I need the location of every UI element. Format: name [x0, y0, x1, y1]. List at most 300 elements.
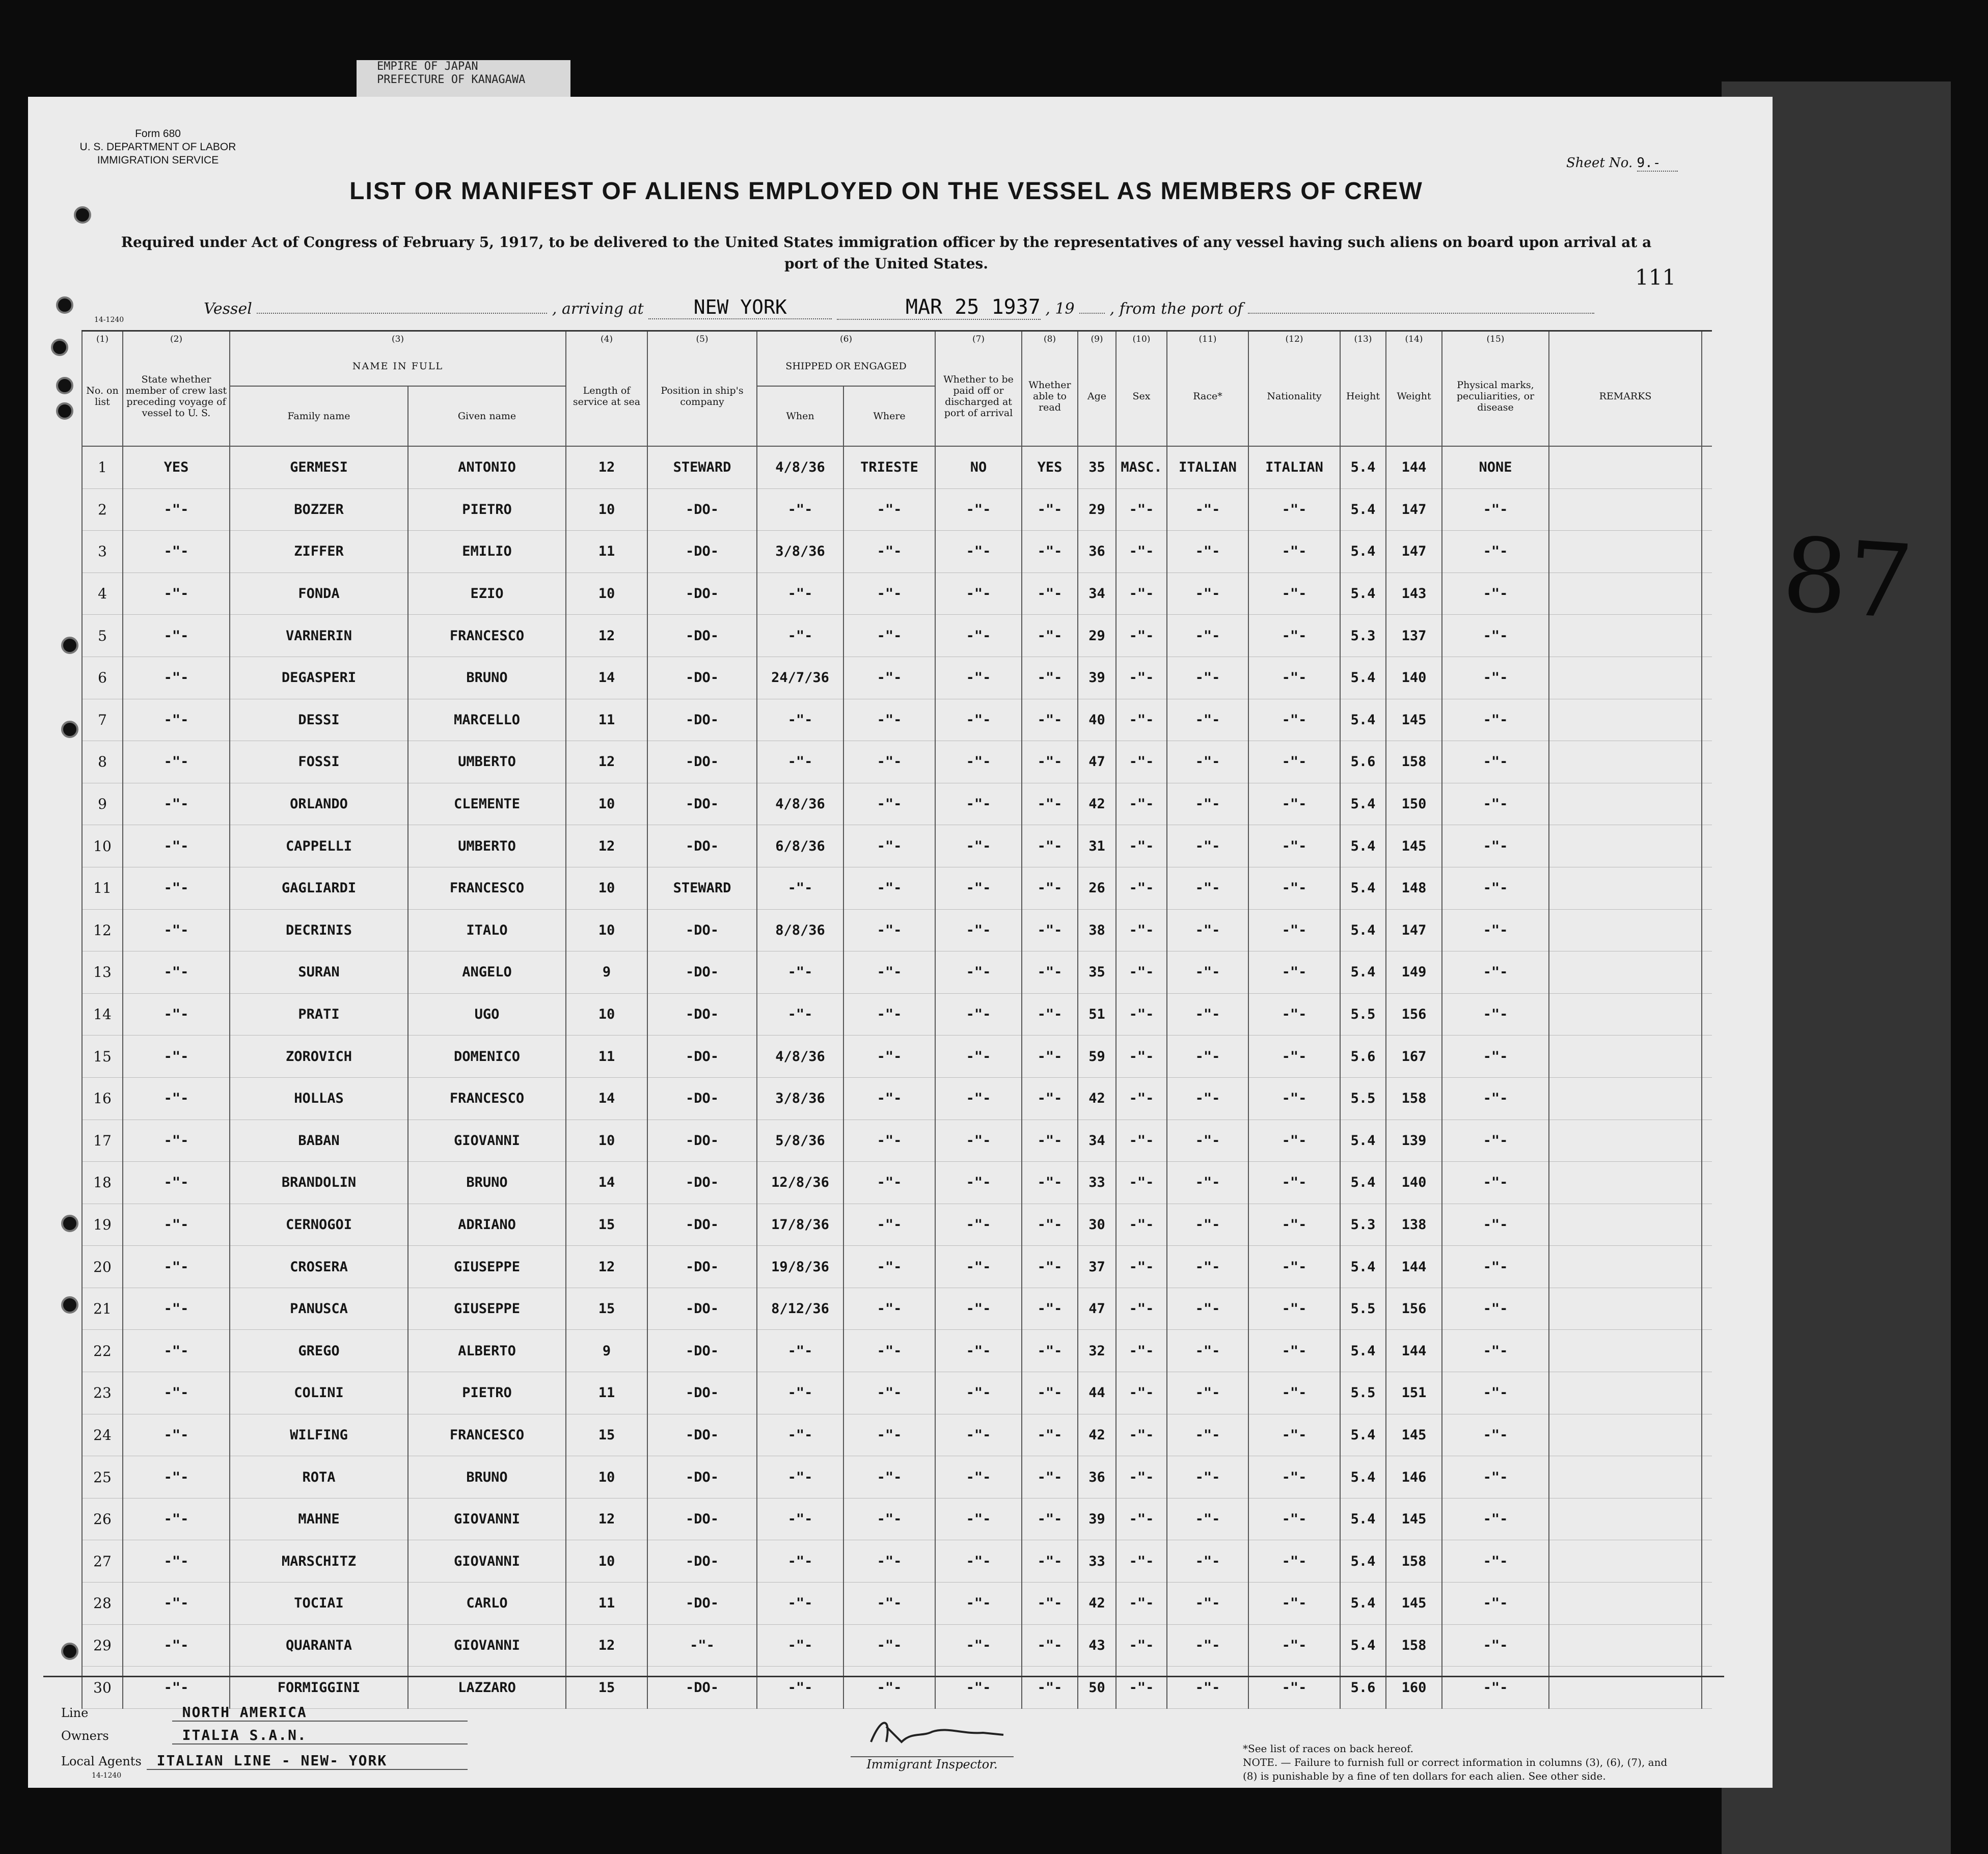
paid-off-cell: -"- — [935, 1330, 1022, 1372]
table-row — [82, 531, 1712, 573]
remarks-cell — [1549, 1077, 1702, 1120]
given-name-cell: ANGELO — [408, 951, 566, 994]
given-name-cell: ITALO — [408, 909, 566, 951]
sex-cell: -"- — [1116, 1667, 1167, 1709]
race-cell: -"- — [1167, 1372, 1248, 1414]
remarks-cell — [1549, 1583, 1702, 1625]
nationality-cell: -"- — [1248, 572, 1340, 615]
col-num: (11) — [1167, 331, 1248, 347]
height-cell: 5.5 — [1340, 1372, 1386, 1414]
height-cell: 5.4 — [1340, 1624, 1386, 1667]
nationality-cell: -"- — [1248, 951, 1340, 994]
header-where: Where — [843, 386, 935, 446]
shipped-when-cell: -"- — [757, 741, 843, 783]
height-cell: 5.4 — [1340, 1540, 1386, 1583]
spacer-cell — [1702, 531, 1712, 573]
race-cell: -"- — [1167, 699, 1248, 741]
race-cell: -"- — [1167, 1288, 1248, 1330]
position-cell: -DO- — [647, 657, 757, 699]
position-cell: -DO- — [647, 1162, 757, 1204]
prev-voyage-cell: -"- — [123, 572, 230, 615]
given-name-cell: CARLO — [408, 1583, 566, 1625]
sex-cell: -"- — [1116, 741, 1167, 783]
shipped-where-cell: -"- — [843, 615, 935, 657]
able-to-read-cell: -"- — [1022, 1583, 1078, 1625]
position-cell: -DO- — [647, 488, 757, 531]
shipped-where-cell: TRIESTE — [843, 446, 935, 488]
age-cell: 33 — [1078, 1162, 1116, 1204]
physical-marks-cell: -"- — [1442, 1414, 1549, 1456]
prev-voyage-cell: -"- — [123, 1498, 230, 1540]
physical-marks-cell: -"- — [1442, 1456, 1549, 1498]
spacer-cell — [1702, 1540, 1712, 1583]
arrival-date: MAR 25 1937 — [837, 295, 1041, 320]
prev-voyage-cell: -"- — [123, 1540, 230, 1583]
footer-note — [1243, 1742, 1671, 1783]
spacer-cell — [1702, 615, 1712, 657]
age-cell: 40 — [1078, 699, 1116, 741]
remarks-cell — [1549, 1288, 1702, 1330]
length-of-service-cell: 15 — [566, 1414, 647, 1456]
able-to-read-cell: YES — [1022, 446, 1078, 488]
shipped-when-cell: -"- — [757, 1372, 843, 1414]
race-cell: -"- — [1167, 1330, 1248, 1372]
owners-field — [61, 1727, 468, 1744]
length-of-service-cell: 12 — [566, 741, 647, 783]
nationality-cell: -"- — [1248, 488, 1340, 531]
punch-hole — [51, 339, 68, 356]
race-cell: -"- — [1167, 488, 1248, 531]
shipped-when-cell: 19/8/36 — [757, 1246, 843, 1288]
able-to-read-cell: -"- — [1022, 699, 1078, 741]
remarks-cell — [1549, 699, 1702, 741]
weight-cell: 150 — [1386, 783, 1442, 825]
nationality-cell: -"- — [1248, 699, 1340, 741]
height-cell: 5.4 — [1340, 909, 1386, 951]
shipped-when-cell: -"- — [757, 1456, 843, 1498]
paid-off-cell: -"- — [935, 1288, 1022, 1330]
able-to-read-cell: -"- — [1022, 867, 1078, 909]
position-cell: STEWARD — [647, 446, 757, 488]
punch-hole — [56, 377, 73, 394]
arriving-label: , arriving at — [552, 300, 644, 318]
given-name-cell: GIOVANNI — [408, 1120, 566, 1162]
sex-cell: -"- — [1116, 1583, 1167, 1625]
paid-off-cell: -"- — [935, 1624, 1022, 1667]
table-row — [82, 699, 1712, 741]
able-to-read-cell: -"- — [1022, 1288, 1078, 1330]
family-name-cell: COLINI — [230, 1372, 408, 1414]
length-of-service-cell: 12 — [566, 825, 647, 867]
row-number-cell: 29 — [82, 1624, 123, 1667]
table-row — [82, 1372, 1712, 1414]
given-name-cell: PIETRO — [408, 1372, 566, 1414]
given-name-cell: GIOVANNI — [408, 1624, 566, 1667]
position-cell: -DO- — [647, 1540, 757, 1583]
form-number: Form 680 — [135, 128, 181, 140]
spacer-cell — [1702, 446, 1712, 488]
row-number-cell: 21 — [82, 1288, 123, 1330]
able-to-read-cell: -"- — [1022, 993, 1078, 1035]
sex-cell: -"- — [1116, 488, 1167, 531]
punch-hole — [61, 637, 78, 654]
paid-off-cell: -"- — [935, 867, 1022, 909]
shipped-where-cell: -"- — [843, 951, 935, 994]
able-to-read-cell: -"- — [1022, 1246, 1078, 1288]
shipped-when-cell: 4/8/36 — [757, 1035, 843, 1078]
family-name-cell: ZIFFER — [230, 531, 408, 573]
able-to-read-cell: -"- — [1022, 657, 1078, 699]
nationality-cell: -"- — [1248, 993, 1340, 1035]
row-number-cell: 24 — [82, 1414, 123, 1456]
paid-off-cell: -"- — [935, 657, 1022, 699]
col-num: (15) — [1442, 331, 1549, 347]
position-cell: -DO- — [647, 1330, 757, 1372]
paid-off-cell: -"- — [935, 1498, 1022, 1540]
paid-off-cell: -"- — [935, 1583, 1022, 1625]
shipped-when-cell: -"- — [757, 488, 843, 531]
remarks-cell — [1549, 951, 1702, 994]
able-to-read-cell: -"- — [1022, 825, 1078, 867]
able-to-read-cell: -"- — [1022, 1372, 1078, 1414]
shipped-when-cell: -"- — [757, 1667, 843, 1709]
header-race: Race* — [1167, 347, 1248, 446]
spacer-cell — [1702, 1583, 1712, 1625]
age-cell: 51 — [1078, 993, 1116, 1035]
age-cell: 34 — [1078, 1120, 1116, 1162]
table-row — [82, 1583, 1712, 1625]
sex-cell: -"- — [1116, 909, 1167, 951]
header-shipped-engaged: SHIPPED OR ENGAGED — [757, 347, 935, 386]
position-cell: -DO- — [647, 572, 757, 615]
sex-cell: -"- — [1116, 783, 1167, 825]
stamp-line-2: PREFECTURE OF KANAGAWA — [377, 73, 526, 86]
header-age: Age — [1078, 347, 1116, 446]
shipped-where-cell: -"- — [843, 1035, 935, 1078]
able-to-read-cell: -"- — [1022, 951, 1078, 994]
header-state-whether: State whether member of crew last preceding voyage of vessel to U. S. — [123, 347, 230, 446]
shipped-where-cell: -"- — [843, 1162, 935, 1204]
shipped-when-cell: -"- — [757, 615, 843, 657]
given-name-cell: DOMENICO — [408, 1035, 566, 1078]
length-of-service-cell: 10 — [566, 1540, 647, 1583]
length-of-service-cell: 15 — [566, 1667, 647, 1709]
height-cell: 5.4 — [1340, 1246, 1386, 1288]
shipped-where-cell: -"- — [843, 1498, 935, 1540]
table-row — [82, 1246, 1712, 1288]
punch-hole — [74, 206, 91, 224]
nationality-cell: -"- — [1248, 1540, 1340, 1583]
header-able-to-read: Whether able to read — [1022, 347, 1078, 446]
remarks-cell — [1549, 1624, 1702, 1667]
paid-off-cell: -"- — [935, 1120, 1022, 1162]
able-to-read-cell: -"- — [1022, 1204, 1078, 1246]
physical-marks-cell: -"- — [1442, 1077, 1549, 1120]
able-to-read-cell: -"- — [1022, 572, 1078, 615]
remarks-cell — [1549, 867, 1702, 909]
paid-off-cell: -"- — [935, 1414, 1022, 1456]
table-row — [82, 1162, 1712, 1204]
row-number-cell: 10 — [82, 825, 123, 867]
table-row — [82, 741, 1712, 783]
spacer-cell — [1702, 488, 1712, 531]
shipped-where-cell: -"- — [843, 1246, 935, 1288]
punch-hole — [56, 296, 73, 314]
paid-off-cell: -"- — [935, 993, 1022, 1035]
sex-cell: -"- — [1116, 615, 1167, 657]
able-to-read-cell: -"- — [1022, 1035, 1078, 1078]
given-name-cell: GIOVANNI — [408, 1540, 566, 1583]
length-of-service-cell: 9 — [566, 1330, 647, 1372]
weight-cell: 151 — [1386, 1372, 1442, 1414]
able-to-read-cell: -"- — [1022, 1667, 1078, 1709]
position-cell: -DO- — [647, 1035, 757, 1078]
position-cell: -DO- — [647, 1120, 757, 1162]
physical-marks-cell: NONE — [1442, 446, 1549, 488]
remarks-cell — [1549, 1667, 1702, 1709]
sex-cell: MASC. — [1116, 446, 1167, 488]
family-name-cell: PANUSCA — [230, 1288, 408, 1330]
race-cell: -"- — [1167, 1162, 1248, 1204]
position-cell: -DO- — [647, 909, 757, 951]
height-cell: 5.4 — [1340, 446, 1386, 488]
age-cell: 50 — [1078, 1667, 1116, 1709]
length-of-service-cell: 11 — [566, 699, 647, 741]
sheet-number — [1566, 155, 1678, 172]
nationality-cell: -"- — [1248, 1120, 1340, 1162]
remarks-cell — [1549, 825, 1702, 867]
col-num: (3) — [230, 331, 566, 347]
spacer-cell — [1702, 951, 1712, 994]
nationality-cell: -"- — [1248, 1077, 1340, 1120]
spacer-cell — [1702, 1077, 1712, 1120]
prev-voyage-cell: -"- — [123, 741, 230, 783]
race-cell: -"- — [1167, 1077, 1248, 1120]
spacer-cell — [1702, 1667, 1712, 1709]
shipped-when-cell: -"- — [757, 1498, 843, 1540]
spacer-cell — [1702, 1204, 1712, 1246]
vessel-field — [257, 313, 547, 314]
table-row — [82, 1456, 1712, 1498]
page-subtitle: Required under Act of Congress of February 5, 1917, to be delivered to the United States immigration officer by the representatives of any vessel having such aliens on board upon arrival at a port of the United States. — [121, 234, 1652, 272]
table-row — [82, 993, 1712, 1035]
margin-number: 87 — [1779, 515, 1917, 643]
height-cell: 5.4 — [1340, 1120, 1386, 1162]
table-row — [82, 1204, 1712, 1246]
row-number-cell: 3 — [82, 531, 123, 573]
height-cell: 5.5 — [1340, 993, 1386, 1035]
physical-marks-cell: -"- — [1442, 615, 1549, 657]
able-to-read-cell: -"- — [1022, 1456, 1078, 1498]
length-of-service-cell: 15 — [566, 1288, 647, 1330]
race-cell: -"- — [1167, 572, 1248, 615]
paid-off-cell: -"- — [935, 783, 1022, 825]
physical-marks-cell: -"- — [1442, 1498, 1549, 1540]
header-length-service: Length of service at sea — [566, 347, 647, 446]
length-of-service-cell: 14 — [566, 657, 647, 699]
physical-marks-cell: -"- — [1442, 1624, 1549, 1667]
length-of-service-cell: 11 — [566, 1035, 647, 1078]
height-cell: 5.6 — [1340, 1035, 1386, 1078]
race-cell: -"- — [1167, 1540, 1248, 1583]
weight-cell: 167 — [1386, 1035, 1442, 1078]
family-name-cell: SURAN — [230, 951, 408, 994]
row-number-cell: 16 — [82, 1077, 123, 1120]
remarks-cell — [1549, 993, 1702, 1035]
position-cell: -DO- — [647, 825, 757, 867]
footer-divider — [43, 1676, 1724, 1677]
able-to-read-cell: -"- — [1022, 615, 1078, 657]
length-of-service-cell: 15 — [566, 1204, 647, 1246]
prev-voyage-cell: -"- — [123, 1372, 230, 1414]
weight-cell: 149 — [1386, 951, 1442, 994]
race-cell: -"- — [1167, 1624, 1248, 1667]
row-number-cell: 9 — [82, 783, 123, 825]
shipped-when-cell: 4/8/36 — [757, 783, 843, 825]
age-cell: 42 — [1078, 1414, 1116, 1456]
family-name-cell: VARNERIN — [230, 615, 408, 657]
nationality-cell: -"- — [1248, 1414, 1340, 1456]
given-name-cell: EZIO — [408, 572, 566, 615]
weight-cell: 160 — [1386, 1667, 1442, 1709]
height-cell: 5.4 — [1340, 1498, 1386, 1540]
prev-voyage-cell: -"- — [123, 1077, 230, 1120]
sex-cell: -"- — [1116, 1246, 1167, 1288]
table-row — [82, 1288, 1712, 1330]
col-num: (13) — [1340, 331, 1386, 347]
shipped-where-cell: -"- — [843, 699, 935, 741]
shipped-where-cell: -"- — [843, 1077, 935, 1120]
shipped-where-cell: -"- — [843, 741, 935, 783]
sex-cell: -"- — [1116, 1414, 1167, 1456]
physical-marks-cell: -"- — [1442, 1667, 1549, 1709]
paid-off-cell: NO — [935, 446, 1022, 488]
race-cell: -"- — [1167, 1583, 1248, 1625]
prev-voyage-cell: -"- — [123, 1624, 230, 1667]
weight-cell: 144 — [1386, 1246, 1442, 1288]
position-cell: -DO- — [647, 1372, 757, 1414]
length-of-service-cell: 12 — [566, 1624, 647, 1667]
sex-cell: -"- — [1116, 657, 1167, 699]
able-to-read-cell: -"- — [1022, 1330, 1078, 1372]
stamp-number: 111 — [1635, 265, 1676, 290]
sex-cell: -"- — [1116, 825, 1167, 867]
spacer-cell — [1702, 741, 1712, 783]
shipped-where-cell: -"- — [843, 1456, 935, 1498]
age-cell: 36 — [1078, 531, 1116, 573]
sex-cell: -"- — [1116, 1372, 1167, 1414]
position-cell: -DO- — [647, 1414, 757, 1456]
remarks-cell — [1549, 531, 1702, 573]
row-number-cell: 22 — [82, 1330, 123, 1372]
physical-marks-cell: -"- — [1442, 825, 1549, 867]
sex-cell: -"- — [1116, 572, 1167, 615]
spacer-cell — [1702, 1330, 1712, 1372]
given-name-cell: LAZZARO — [408, 1667, 566, 1709]
table-row — [82, 783, 1712, 825]
able-to-read-cell: -"- — [1022, 1540, 1078, 1583]
arriving-port: NEW YORK — [648, 296, 832, 319]
table-row — [82, 1120, 1712, 1162]
shipped-when-cell: -"- — [757, 867, 843, 909]
agents-field — [61, 1752, 468, 1770]
given-name-cell: GIUSEPPE — [408, 1246, 566, 1288]
sex-cell: -"- — [1116, 531, 1167, 573]
physical-marks-cell: -"- — [1442, 488, 1549, 531]
shipped-where-cell: -"- — [843, 1372, 935, 1414]
length-of-service-cell: 12 — [566, 446, 647, 488]
position-cell: -DO- — [647, 1583, 757, 1625]
owners-value: ITALIA S.A.N. — [172, 1727, 468, 1744]
shipped-where-cell: -"- — [843, 1288, 935, 1330]
height-cell: 5.4 — [1340, 699, 1386, 741]
prev-voyage-cell: -"- — [123, 825, 230, 867]
remarks-cell — [1549, 1414, 1702, 1456]
spacer-cell — [1702, 1624, 1712, 1667]
race-cell: -"- — [1167, 867, 1248, 909]
spacer-cell — [1702, 1035, 1712, 1078]
age-cell: 26 — [1078, 867, 1116, 909]
signature-scribble — [866, 1711, 1009, 1752]
header-name-in-full: NAME IN FULL — [230, 347, 566, 386]
race-cell: -"- — [1167, 909, 1248, 951]
family-name-cell: GREGO — [230, 1330, 408, 1372]
row-number-cell: 4 — [82, 572, 123, 615]
length-of-service-cell: 12 — [566, 1498, 647, 1540]
paid-off-cell: -"- — [935, 1246, 1022, 1288]
header-position: Position in ship's company — [647, 347, 757, 446]
weight-cell: 140 — [1386, 657, 1442, 699]
paid-off-cell: -"- — [935, 488, 1022, 531]
line-value: NORTH AMERICA — [172, 1704, 468, 1722]
position-cell: -DO- — [647, 1204, 757, 1246]
form-code: 14-1240 — [94, 316, 124, 324]
family-name-cell: QUARANTA — [230, 1624, 408, 1667]
weight-cell: 137 — [1386, 615, 1442, 657]
spacer-cell — [1702, 657, 1712, 699]
physical-marks-cell: -"- — [1442, 909, 1549, 951]
row-number-cell: 25 — [82, 1456, 123, 1498]
weight-cell: 156 — [1386, 993, 1442, 1035]
length-of-service-cell: 10 — [566, 572, 647, 615]
length-of-service-cell: 11 — [566, 1372, 647, 1414]
nationality-cell: ITALIAN — [1248, 446, 1340, 488]
punch-hole — [61, 1643, 78, 1660]
table-row — [82, 1414, 1712, 1456]
shipped-when-cell: -"- — [757, 1624, 843, 1667]
family-name-cell: MAHNE — [230, 1498, 408, 1540]
able-to-read-cell: -"- — [1022, 1120, 1078, 1162]
race-cell: -"- — [1167, 951, 1248, 994]
prev-voyage-cell: -"- — [123, 1035, 230, 1078]
race-cell: -"- — [1167, 1667, 1248, 1709]
shipped-when-cell: 3/8/36 — [757, 1077, 843, 1120]
length-of-service-cell: 14 — [566, 1162, 647, 1204]
length-of-service-cell: 9 — [566, 951, 647, 994]
weight-cell: 145 — [1386, 699, 1442, 741]
family-name-cell: FORMIGGINI — [230, 1667, 408, 1709]
given-name-cell: GIUSEPPE — [408, 1288, 566, 1330]
year-field — [1079, 313, 1105, 314]
prev-voyage-cell: -"- — [123, 1414, 230, 1456]
prev-voyage-cell: -"- — [123, 615, 230, 657]
inspector-label: Immigrant Inspector. — [851, 1756, 1014, 1771]
paid-off-cell: -"- — [935, 1204, 1022, 1246]
given-name-cell: UGO — [408, 993, 566, 1035]
prev-voyage-cell: -"- — [123, 1330, 230, 1372]
family-name-cell: TOCIAI — [230, 1583, 408, 1625]
weight-cell: 158 — [1386, 1540, 1442, 1583]
